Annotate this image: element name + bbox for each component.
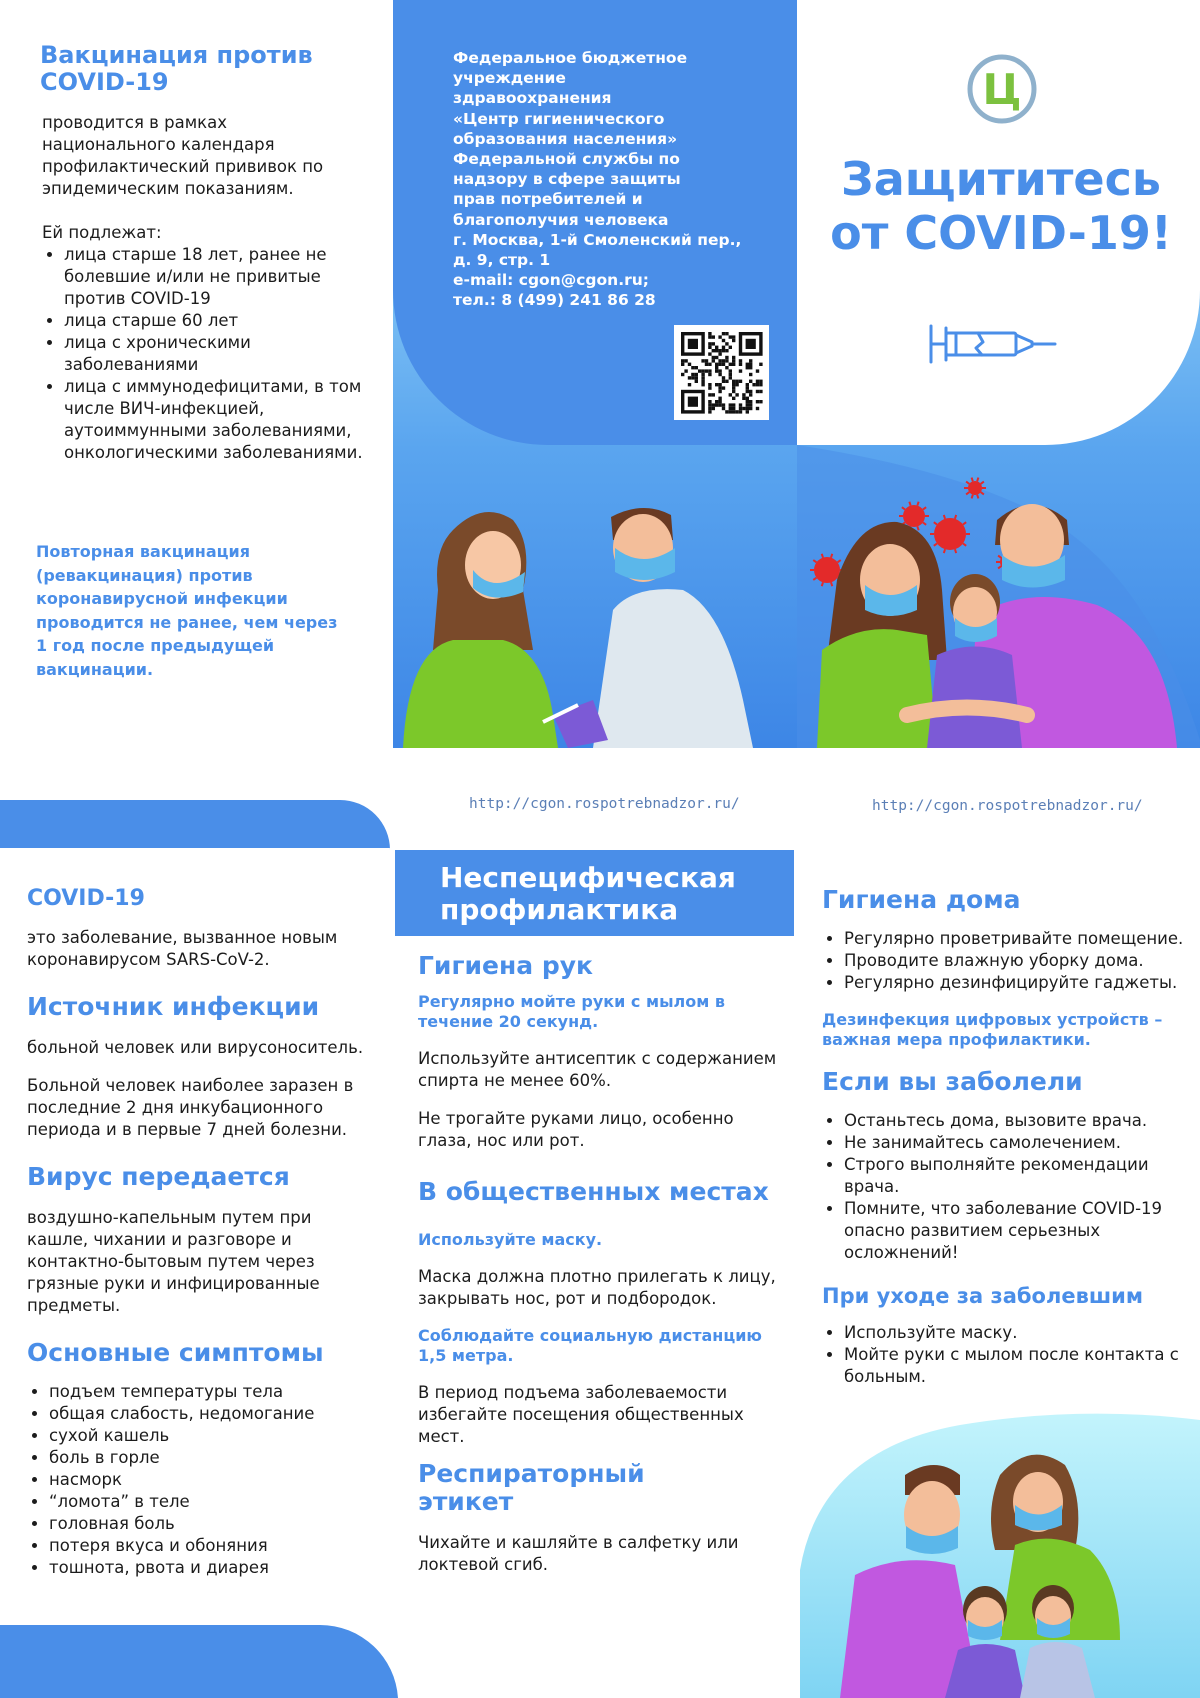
list-item: • боль в горле	[49, 1447, 377, 1469]
home-section	[822, 886, 1192, 1388]
covid-title: COVID-19	[27, 886, 145, 911]
care-title: При уходе за заболевшим	[822, 1284, 1144, 1308]
public-title: В общественных местах	[418, 1177, 769, 1206]
list-item: • Проводите влажную уборку дома.	[844, 950, 1192, 972]
covid-info-section	[27, 886, 377, 1579]
main-title-line: Защититесь	[841, 152, 1161, 206]
qr-code-icon[interactable]	[674, 325, 769, 420]
vaccination-illustration	[393, 500, 797, 748]
vaccination-intro: проводится в рамках национального календаря профилактический прививок по эпидемическим показаниям.	[42, 113, 324, 198]
org-line: надзору в сфере защиты	[453, 170, 681, 189]
list-item: • подъем температуры тела	[49, 1381, 377, 1403]
org-line: «Центр гигиенического	[453, 109, 665, 128]
list-item: • Регулярно дезинфицируйте гаджеты.	[844, 972, 1192, 994]
family-care-illustration	[820, 1440, 1200, 1698]
symptoms-list	[27, 1381, 377, 1579]
list-item: • лица с иммунодефицитами, в том числе ВИЧ-инфекцией, аутоиммунными заболеваниями, онкологическими заболеваниями.	[64, 376, 364, 464]
list-item: • “ломота” в теле	[49, 1491, 377, 1513]
transmission-title: Вирус передается	[27, 1162, 290, 1191]
org-address: д. 9, стр. 1	[453, 251, 551, 270]
public-lead: Соблюдайте социальную дистанцию 1,5 метра.	[418, 1326, 762, 1365]
vaccination-section	[40, 41, 363, 464]
org-line: Федеральной службы по	[453, 150, 680, 169]
sick-list	[822, 1110, 1192, 1264]
list-item: • сухой кашель	[49, 1425, 377, 1447]
list-item: • насморк	[49, 1469, 377, 1491]
hands-title: Гигиена рук	[418, 951, 593, 980]
covid-text: это заболевание, вызванное новым коронавирусом SARS-CoV-2.	[27, 928, 338, 969]
logo-icon	[965, 52, 1039, 126]
care-list	[822, 1322, 1192, 1388]
subject-list	[42, 244, 364, 464]
list-item: • лица с хроническими заболеваниями	[64, 332, 364, 376]
list-item: • Не занимайтесь самолечением.	[844, 1132, 1192, 1154]
list-item: • лица старше 18 лет, ранее не болевшие и/или не привитые против COVID-19	[64, 244, 364, 310]
hands-lead: Регулярно мойте руки с мылом в течение 20 секунд.	[418, 992, 726, 1031]
list-item: • Помните, что заболевание COVID-19 опасно развитием серьезных осложнений!	[844, 1198, 1192, 1264]
respiratory-text: Чихайте и кашляйте в салфетку или локтевой сгиб.	[418, 1533, 739, 1574]
hands-text: Используйте антисептик с содержанием спирта не менее 60%.	[418, 1049, 777, 1090]
org-line: благополучия человека	[453, 210, 669, 229]
transmission-text: воздушно-капельным путем при кашле, чихании и разговоре и контактно-бытовым путем через грязные руки и инфицированные предметы.	[27, 1208, 320, 1315]
list-item: • головная боль	[49, 1513, 377, 1535]
org-line: образования населения»	[453, 129, 678, 148]
main-title-line: от COVID-19!	[830, 206, 1172, 260]
source-text: больной человек или вирусоноситель.	[27, 1038, 364, 1057]
list-item: • Строго выполняйте рекомендации врача.	[844, 1154, 1192, 1198]
org-line: учреждение	[453, 69, 566, 88]
hands-text: Не трогайте руками лицо, особенно глаза, нос или рот.	[418, 1109, 734, 1150]
org-line: прав потребителей и	[453, 190, 643, 209]
list-item: • общая слабость, недомогание	[49, 1403, 377, 1425]
main-title	[808, 152, 1194, 260]
list-item: • потеря вкуса и обоняния	[49, 1535, 377, 1557]
list-item: • лица старше 60 лет	[64, 310, 364, 332]
home-lead: Дезинфекция цифровых устройств – важная мера профилактики.	[822, 1010, 1163, 1049]
source-title: Источник инфекции	[27, 992, 320, 1021]
list-item: • Регулярно проветривайте помещение.	[844, 928, 1192, 950]
subject-label: Ей подлежат:	[42, 223, 162, 242]
home-title: Гигиена дома	[822, 885, 1021, 914]
revaccination-note: Повторная вакцинация (ревакцинация) против коронавирусной инфекции проводится не ранее, чем через 1 год после предыдущей вакцинации.	[36, 542, 338, 679]
website-link[interactable]: http://cgon.rospotrebnadzor.ru/	[872, 798, 1143, 814]
organization-info	[453, 48, 773, 311]
org-address: г. Москва, 1-й Смоленский пер.,	[453, 230, 742, 249]
prevention-section	[418, 952, 788, 1576]
vaccination-title: Вакцинация против COVID-19	[40, 41, 313, 96]
logo-letter: Ц	[982, 65, 1022, 114]
public-text: Маска должна плотно прилегать к лицу, закрывать нос, рот и подбородок.	[418, 1267, 776, 1308]
list-item: • Используйте маску.	[844, 1322, 1192, 1344]
org-line: здравоохранения	[453, 89, 612, 108]
org-line: Федеральное бюджетное	[453, 49, 688, 67]
family-illustration	[797, 460, 1200, 748]
list-item: • тошнота, рвота и диарея	[49, 1557, 377, 1579]
org-email: e-mail: cgon@cgon.ru;	[453, 271, 649, 290]
public-text: В период подъема заболеваемости избегайте посещения общественных мест.	[418, 1383, 744, 1446]
prevention-header: Неспецифическая профилактика	[440, 861, 736, 926]
sick-title: Если вы заболели	[822, 1067, 1083, 1096]
source-text: Больной человек наиболее заразен в последние 2 дня инкубационного периода и в первые 7 дней болезни.	[27, 1076, 354, 1139]
website-link[interactable]: http://cgon.rospotrebnadzor.ru/	[469, 796, 740, 812]
org-phone: тел.: 8 (499) 241 86 28	[453, 291, 656, 310]
list-item: • Мойте руки с мылом после контакта с больным.	[844, 1344, 1192, 1388]
public-lead: Используйте маску.	[418, 1230, 603, 1249]
respiratory-title: Респираторный этикет	[418, 1459, 645, 1516]
syringe-icon	[928, 322, 1058, 368]
home-list	[822, 928, 1192, 994]
list-item: • Останьтесь дома, вызовите врача.	[844, 1110, 1192, 1132]
symptoms-title: Основные симптомы	[27, 1338, 324, 1367]
